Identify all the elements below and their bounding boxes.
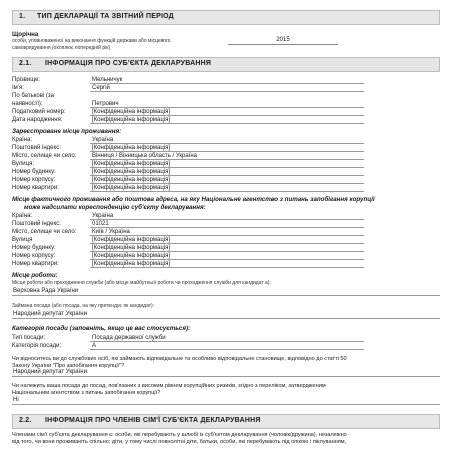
family-text-line-2: від того, чи вони проживають спільно; діти, у тому числі повнолітні діти, батьки, особи, які перебувають під опікою і піклуванням, bbox=[12, 439, 347, 445]
reg-country-row bbox=[12, 136, 364, 144]
act-city-row bbox=[12, 228, 364, 236]
patronymic-value: Петрович bbox=[90, 100, 364, 108]
category-cat-label: Категорія посади: bbox=[12, 343, 62, 350]
period-description-2: самоврядування (охоплює попередній рік) bbox=[12, 45, 111, 51]
act-house-value: [Конфіденційна інформація] bbox=[90, 244, 364, 252]
reg-building-row bbox=[12, 176, 364, 184]
birth-row bbox=[12, 116, 364, 124]
reg-street-value: [Конфіденційна інформація] bbox=[90, 160, 364, 168]
name-label: Ім'я: bbox=[12, 85, 24, 92]
category-type-row bbox=[12, 334, 364, 342]
actual-address bbox=[12, 212, 364, 268]
act-country-label: Країна: bbox=[12, 213, 33, 220]
reg-building-value: [Конфіденційна інформація] bbox=[90, 176, 364, 184]
registered-address-heading: Зареєстроване місце проживання: bbox=[12, 128, 122, 135]
reg-house-row bbox=[12, 168, 364, 176]
category-cat-row bbox=[12, 342, 364, 350]
act-building-row bbox=[12, 252, 364, 260]
birth-label: Дата народження: bbox=[12, 117, 63, 124]
act-postal-row bbox=[12, 220, 364, 228]
act-street-label: Вулиця bbox=[12, 237, 33, 244]
act-street-value: [Конфіденційна інформація] bbox=[90, 236, 364, 244]
reg-postal-value: [Конфіденційна інформація] bbox=[90, 144, 364, 152]
tax-label: Податковий номер: bbox=[12, 109, 66, 116]
work-heading: Місце роботи: bbox=[12, 272, 58, 279]
surname-value: Мельничук bbox=[90, 76, 364, 84]
name-row bbox=[12, 84, 364, 92]
period-description-1: особи, уповноваженої на виконання функцій держави або місцевого bbox=[12, 38, 171, 44]
reg-apt-row bbox=[12, 184, 364, 192]
act-apt-label: Номер квартири: bbox=[12, 261, 59, 268]
act-city-label: Місто, селище чи село: bbox=[12, 229, 77, 236]
category-info bbox=[12, 334, 364, 350]
reg-house-label: Номер будинку: bbox=[12, 169, 56, 176]
act-postal-label: Поштовий індекс: bbox=[12, 221, 61, 228]
question-2-line-2: Національним агентством з питань запобігання корупції? bbox=[12, 390, 161, 396]
category-type-label: Тип посади: bbox=[12, 335, 46, 342]
registered-address bbox=[12, 136, 364, 192]
section-2-2-header bbox=[12, 414, 440, 429]
position-description: Займана посада (або посада, на яку претендує як кандидат): bbox=[12, 303, 155, 309]
personal-info bbox=[12, 76, 364, 124]
reg-postal-row bbox=[12, 144, 364, 152]
actual-address-heading-1: Місце фактичного проживання або поштова адреса, на яку Національне агентство з питань запобігання корупції bbox=[12, 196, 375, 203]
act-street-row bbox=[12, 236, 364, 244]
report-year-value: 2015 bbox=[276, 37, 290, 43]
act-city-value: Київ / Україна bbox=[90, 228, 364, 236]
section-2-2-title: ІНФОРМАЦІЯ ПРО ЧЛЕНІВ СІМ'Ї СУБ'ЄКТА ДЕКЛАРУВАННЯ bbox=[45, 417, 261, 425]
reg-apt-value: [Конфіденційна інформація] bbox=[90, 184, 364, 192]
patronymic-label-row bbox=[12, 92, 364, 100]
reg-postal-label: Поштовий індекс: bbox=[12, 145, 61, 152]
reg-street-row bbox=[12, 160, 364, 168]
question-2-line-1: Чи належить ваша посада до посад, пов'язаних з високим рівнем корупційних ризиків, згідно з переліком, затвердженим bbox=[12, 383, 326, 389]
position-value: Народний депутат України bbox=[12, 310, 440, 319]
act-postal-value: 01021 bbox=[90, 220, 364, 228]
patronymic-label-1: По батькові (за bbox=[12, 93, 54, 100]
question-1-line-1: Чи відноситесь ви до службових осіб, які займають відповідальне та особливо відповідальне становище, відповідно до статті 50 bbox=[12, 356, 347, 362]
act-apt-row bbox=[12, 260, 364, 268]
work-description: Місце роботи або проходження служби (або місце майбутньої роботи чи проходження служби для кандидат а): bbox=[12, 280, 271, 286]
answer-2: Ні bbox=[12, 396, 440, 405]
reg-country-value: Україна bbox=[90, 136, 364, 144]
tax-row bbox=[12, 108, 364, 116]
family-text-line-1: Членами сім'ї суб'єкта декларування є: особи, які перебувають у шлюбі із суб'єктом декларування (чоловік/дружина), незалежно bbox=[12, 432, 347, 438]
birth-value: [Конфіденційна інформація] bbox=[90, 116, 364, 124]
patronymic-row bbox=[12, 100, 364, 108]
declaration-type: Щорічна bbox=[12, 31, 39, 38]
reg-city-value: Вінниця / Вінницька область / Україна bbox=[90, 152, 364, 160]
answer-1: Народний депутат України bbox=[12, 368, 440, 377]
actual-address-heading-2: може надсилати кореспонденцію суб'єкту декларування: bbox=[24, 204, 206, 211]
report-year bbox=[228, 37, 338, 45]
question-1-line-2: Закону України "Про запобігання корупції"? bbox=[12, 363, 125, 369]
act-house-label: Номер будинку: bbox=[12, 245, 56, 252]
reg-house-value: [Конфіденційна інформація] bbox=[90, 168, 364, 176]
section-2-1-title: ІНФОРМАЦІЯ ПРО СУБ'ЄКТА ДЕКЛАРУВАННЯ bbox=[45, 60, 212, 68]
reg-building-label: Номер корпусу: bbox=[12, 177, 56, 184]
section-2-2-number: 2.2. bbox=[19, 417, 32, 425]
act-apt-value: [Конфіденційна інформація] bbox=[90, 260, 364, 268]
section-1-header bbox=[12, 10, 440, 25]
act-house-row bbox=[12, 244, 364, 252]
act-country-value: Україна bbox=[90, 212, 364, 220]
reg-country-label: Країна: bbox=[12, 137, 33, 144]
section-1-title: ТИП ДЕКЛАРАЦІЇ ТА ЗВІТНИЙ ПЕРІОД bbox=[37, 13, 174, 21]
category-type-value: Посада державної служби bbox=[90, 334, 364, 342]
reg-apt-label: Номер квартири: bbox=[12, 185, 59, 192]
act-country-row bbox=[12, 212, 364, 220]
tax-value: [Конфіденційна інформація] bbox=[90, 108, 364, 116]
reg-city-label: Місто, селище чи село: bbox=[12, 153, 77, 160]
patronymic-label-2: наявності): bbox=[12, 101, 43, 108]
act-building-value: [Конфіденційна інформація] bbox=[90, 252, 364, 260]
surname-row bbox=[12, 76, 364, 84]
category-heading: Категорія посади (заповніть, якщо це вас стосується): bbox=[12, 325, 191, 332]
work-value: Верховна Рада України bbox=[12, 287, 440, 296]
act-building-label: Номер корпусу: bbox=[12, 253, 56, 260]
section-2-1-number: 2.1. bbox=[19, 60, 32, 68]
reg-city-row bbox=[12, 152, 364, 160]
reg-street-label: Вулиця: bbox=[12, 161, 35, 168]
surname-label: Прізвище: bbox=[12, 77, 41, 84]
name-value: Сергій bbox=[90, 84, 364, 92]
category-cat-value: А bbox=[90, 342, 364, 350]
section-2-1-header bbox=[12, 57, 440, 72]
section-1-number: 1. bbox=[19, 13, 26, 21]
